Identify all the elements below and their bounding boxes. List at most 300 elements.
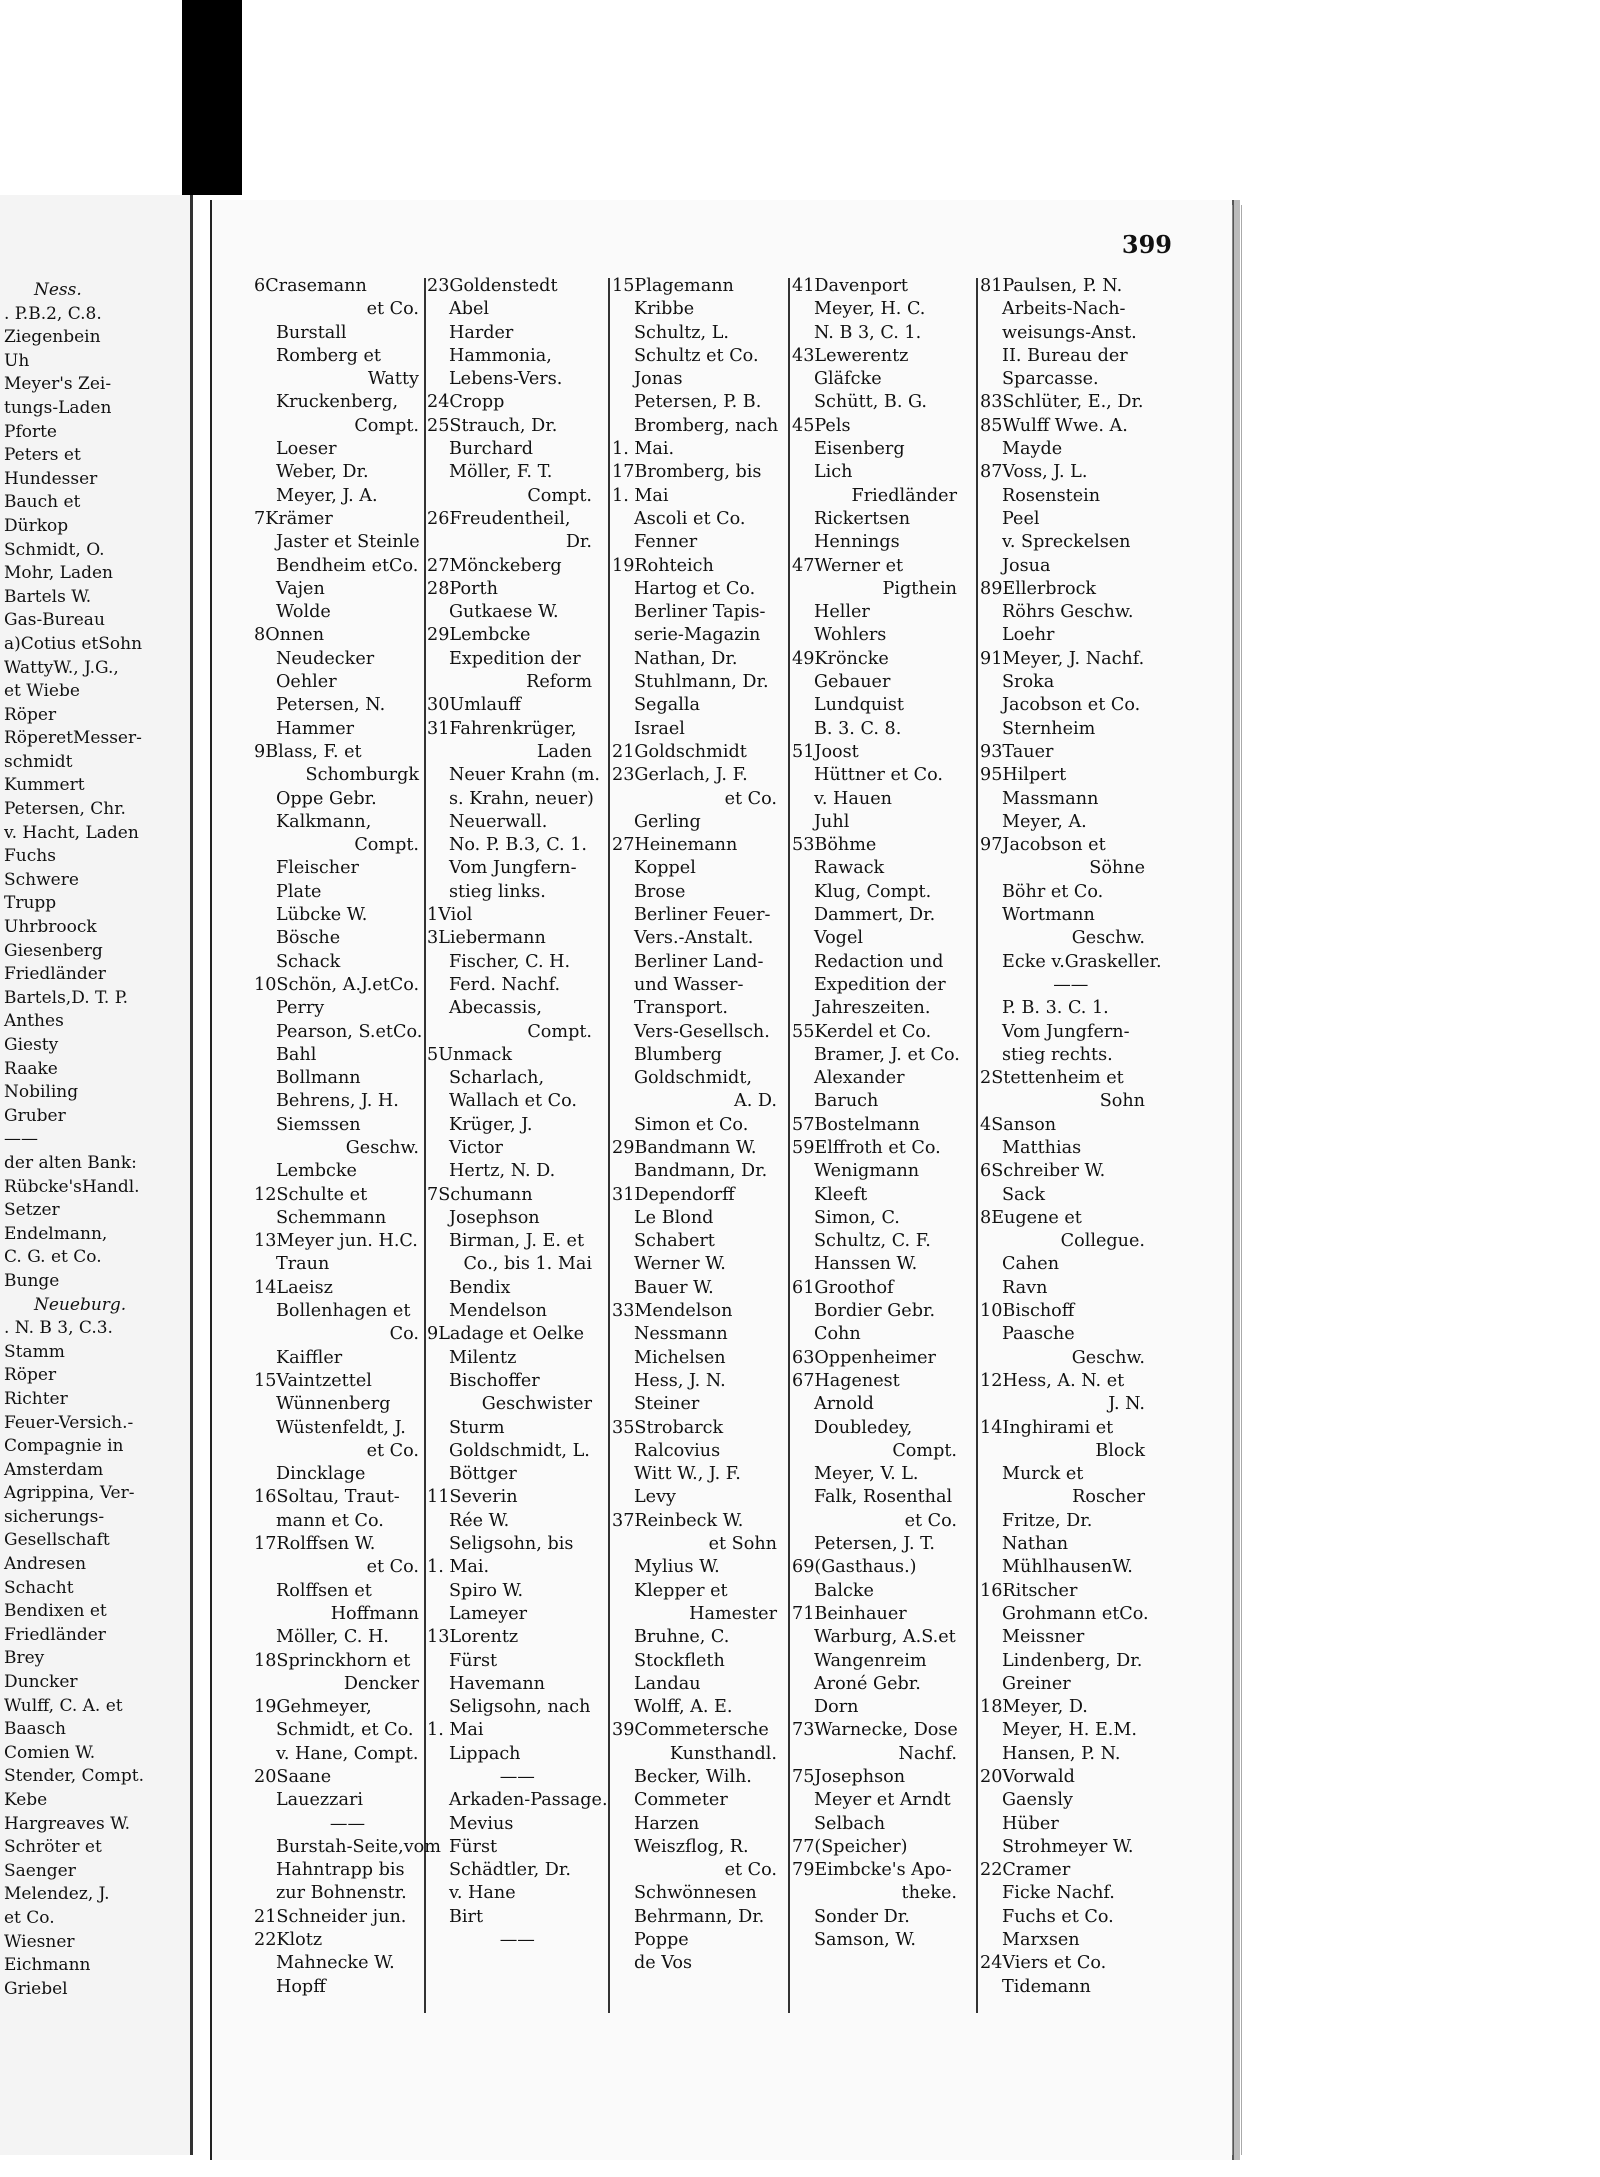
directory-entry: Behrens, J. H. [276,1091,399,1112]
directory-entry: 57Bostelmann [792,1114,920,1135]
directory-entry: 41Davenport [792,276,909,296]
directory-entry: Burchard [449,439,534,460]
directory-entry: Doubledey, [814,1417,913,1438]
directory-entry: Cohn [814,1324,861,1345]
directory-entry: Wolff, A. E. [634,1697,733,1718]
directory-entry: Bendheim etCo. [276,555,419,576]
directory-entry: Wolde [276,602,331,623]
directory-entry: 27Heinemann [612,835,738,856]
directory-entry: Vogel [814,928,863,949]
directory-entry: Peel [1002,508,1040,529]
directory-entry: Wohlers [814,625,887,646]
directory-entry: Neueburg. [34,1294,127,1315]
directory-entry: Co., bis 1. Mai [463,1254,592,1275]
directory-entry: Hoffmann [330,1603,419,1624]
directory-entry: 16Ritscher [980,1580,1078,1601]
directory-entry: et Co. [724,788,777,809]
directory-entry: Uhrbroock [4,917,97,938]
directory-entry: Massmann [1002,788,1099,809]
directory-entry: Richter [4,1388,68,1409]
directory-entry: Bollenhagen et [276,1301,411,1322]
directory-entry: 24Viers et Co. [980,1953,1107,1974]
directory-column-4 [792,275,960,1952]
directory-entry: Expedition der [814,974,946,995]
directory-entry: Schmidt, et Co. [276,1720,414,1741]
directory-entry: Fritze, Dr. [1002,1510,1093,1531]
directory-entry: Stender, Compt. [4,1766,144,1787]
directory-entry: 31Fahrenkrüger, [427,718,577,739]
left-page-column [4,279,144,2001]
directory-entry: Hundesser [4,468,98,489]
directory-entry: 1Viol [427,905,473,926]
directory-entry: Vom Jungfern- [1002,1021,1130,1042]
directory-entry: Pforte [4,421,57,442]
directory-entry: Saenger [4,1860,76,1881]
column-divider [976,278,978,2013]
directory-entry: Röper [4,704,57,725]
directory-entry: Ferd. Nachf. [449,974,561,995]
directory-entry: Giesty [4,1035,59,1055]
directory-entry: Roscher [1072,1487,1145,1508]
directory-entry: Aroné Gebr. [814,1673,921,1694]
directory-entry: 21Goldschmidt [612,741,747,762]
directory-entry: Block [1095,1440,1145,1461]
directory-entry: Romberg et [276,345,381,366]
directory-entry: Alexander [814,1068,905,1089]
directory-entry: 27Mönckeberg [427,555,562,576]
directory-entry: Meyer, J. A. [276,485,378,506]
directory-entry: 53Böhme [792,835,877,856]
directory-entry: Rübcke'sHandl. [4,1176,140,1197]
directory-entry: C. G. et Co. [4,1247,102,1268]
directory-entry: Schädtler, Dr. [449,1860,571,1881]
directory-entry: Setzer [4,1200,60,1221]
directory-entry: Stuhlmann, Dr. [634,672,769,693]
directory-entry: 25Strauch, Dr. [427,415,558,436]
directory-entry: et Co. [366,299,419,320]
directory-entry: Dencker [343,1673,419,1694]
directory-entry: 79Eimbcke's Apo- [792,1860,952,1881]
directory-entry: Loeser [276,439,337,460]
directory-entry: Compagnie in [4,1436,124,1457]
directory-entry: Kalkmann, [276,811,372,832]
directory-entry: Segalla [634,695,700,716]
directory-entry: Schultz, L. [634,322,729,343]
directory-entry: Gebauer [814,672,891,693]
directory-entry: Lembcke [276,1161,357,1182]
directory-entry: —— [4,1129,38,1150]
directory-entry: Havemann [449,1673,546,1694]
directory-entry: der alten Bank: [4,1152,137,1173]
directory-entry: Seligsohn, nach [449,1697,591,1718]
directory-entry: 33Mendelson [612,1301,733,1322]
directory-entry: schmidt [4,751,73,772]
directory-entry: Gläfcke [814,369,882,390]
directory-entry: Schmidt, O. [4,539,105,560]
directory-entry: 26Freudentheil, [427,508,571,529]
directory-entry: —— [1053,974,1089,995]
directory-entry: Lauezzari [276,1790,363,1811]
directory-entry: Abecassis, [449,998,543,1019]
page-number: 399 [1121,230,1172,259]
directory-entry: Andresen [4,1554,87,1575]
right-page [210,200,1234,2160]
directory-entry: 5Unmack [427,1044,513,1065]
directory-entry: Balcke [814,1580,874,1601]
directory-entry: Eisenberg [814,439,905,460]
directory-entry: Werner W. [634,1254,726,1275]
directory-entry: 19Rohteich [612,555,714,576]
directory-entry: Collegue. [1060,1231,1145,1252]
directory-entry: Ziegenbein [4,327,101,348]
directory-entry: Compt. [354,415,419,436]
directory-entry: Steiner [634,1394,700,1415]
directory-entry: Schultz et Co. [634,345,759,366]
directory-entry: 30Umlauff [427,695,521,716]
directory-entry: Transport. [634,998,728,1019]
directory-entry: Dammert, Dr. [814,905,936,926]
directory-entry: Oehler [276,672,337,693]
directory-entry: B. 3. C. 8. [814,718,902,739]
directory-entry: Möller, C. H. [276,1627,389,1648]
directory-entry: theke. [901,1883,957,1904]
directory-entry: Bartels W. [4,586,92,607]
directory-entry: Wallach et Co. [449,1091,577,1112]
directory-entry: Falk, Rosenthal [814,1487,953,1508]
page-edge [1232,205,1242,2155]
directory-entry: Blumberg [634,1044,722,1065]
directory-entry: Schabert [634,1231,715,1252]
directory-entry: Laden [536,741,592,762]
directory-entry: Hüttner et Co. [814,765,943,786]
directory-entry: Mylius W. [634,1557,720,1578]
directory-entry: Vers-Gesellsch. [634,1021,770,1042]
directory-entry: mann et Co. [276,1510,384,1531]
directory-entry: Birt [449,1906,484,1927]
directory-entry: Gerling [634,811,701,832]
directory-entry: Plate [276,881,322,902]
directory-entry: 12Schulte et [254,1184,368,1205]
directory-entry: Lindenberg, Dr. [1002,1650,1143,1671]
directory-entry: 15Plagemann [612,276,734,296]
directory-entry: 20Saane [254,1767,332,1787]
directory-entry: 23Goldenstedt [427,276,558,296]
directory-entry: 49Kröncke [792,648,889,669]
directory-entry: Bauer W. [634,1277,714,1298]
directory-entry: Hennings [814,532,900,553]
directory-entry: Hess, J. N. [634,1370,726,1391]
directory-entry: Expedition der [449,648,581,669]
directory-entry: —— [329,1813,366,1834]
directory-entry: tungs-Laden [4,397,112,418]
directory-entry: Harder [449,322,514,343]
directory-entry: Hansen, P. N. [1002,1743,1121,1764]
directory-entry: Meyer's Zei- [4,374,112,395]
directory-entry: Geschwister [481,1394,592,1415]
directory-entry: Uh [4,350,30,371]
directory-entry: Harzen [634,1813,700,1834]
directory-entry: Landau [634,1673,701,1694]
directory-entry: Bromberg, nach [634,415,779,436]
directory-entry: weisungs-Anst. [1002,322,1137,343]
directory-entry: Fuchs [4,846,56,867]
directory-entry: Comien W. [4,1742,96,1763]
directory-entry: 63Oppenheimer [792,1347,936,1368]
directory-entry: Rée W. [449,1510,510,1531]
directory-entry: Schröter et [4,1837,102,1858]
directory-entry: Traun [276,1254,330,1275]
directory-entry: Seligsohn, bis [449,1534,574,1555]
directory-entry: Brey [4,1648,45,1669]
directory-entry: Bahl [276,1044,317,1065]
directory-entry: Kleeft [814,1184,868,1205]
directory-entry: Josephson [449,1207,540,1228]
directory-entry: Israel [634,718,685,739]
directory-entry: Schultz, C. F. [814,1231,931,1252]
directory-entry: 9Blass, F. et [254,741,362,762]
directory-entry: 17Rolffsen W. [254,1534,376,1555]
directory-entry: Marxsen [1002,1930,1080,1951]
directory-entry: Kruckenberg, [276,392,399,413]
directory-entry: Baasch [4,1719,66,1740]
directory-entry: 23Gerlach, J. F. [612,765,748,786]
directory-entry: 69(Gasthaus.) [792,1557,917,1578]
directory-entry: Compt. [527,1021,592,1042]
directory-entry: Gutkaese W. [449,602,559,623]
directory-entry: Sohn [1099,1091,1145,1112]
directory-entry: Simon, C. [814,1207,900,1228]
directory-entry: Bartels,D. T. P. [4,987,129,1008]
directory-entry: Ravn [1002,1277,1048,1298]
directory-entry: Mohr, Laden [4,563,113,584]
directory-entry: Lundquist [814,695,904,716]
directory-entry: 67Hagenest [792,1370,900,1391]
directory-entry: Fuchs et Co. [1002,1906,1114,1927]
directory-entry: Dincklage [276,1464,366,1485]
directory-entry: Simon et Co. [634,1114,749,1135]
directory-entry: Kunsthandl. [669,1743,777,1764]
directory-entry: 61Groothof [792,1277,894,1298]
directory-entry: Sternheim [1002,718,1096,739]
directory-entry: Lameyer [449,1603,528,1624]
directory-entry: Goldschmidt, L. [449,1440,590,1461]
directory-entry: Neuer Krahn (m. [449,765,600,786]
directory-entry: Berliner Land- [634,951,764,972]
directory-entry: 75Josephson [792,1767,906,1787]
directory-entry: Heller [814,602,870,623]
directory-entry: 14Inghirami et [980,1417,1114,1438]
directory-entry: 7Krämer [254,508,333,529]
directory-entry: 20Vorwald [980,1767,1075,1787]
directory-entry: 91Meyer, J. Nachf. [980,648,1145,669]
directory-entry: N. B 3, C. 1. [814,322,922,343]
directory-entry: Milentz [449,1347,517,1368]
directory-entry: Kummert [4,775,85,796]
directory-entry: Ficke Nachf. [1002,1883,1115,1904]
directory-entry: Dorn [814,1697,859,1718]
directory-entry: Friedländer [4,964,106,985]
directory-entry: stieg rechts. [1002,1044,1113,1065]
directory-entry: Jahreszeiten. [814,998,931,1019]
directory-entry: 24Cropp [427,392,505,413]
directory-entry: Gas-Bureau [4,610,105,631]
directory-entry: Meissner [1002,1627,1085,1648]
directory-entry: Commeter [634,1790,728,1811]
directory-entry: II. Bureau der [1002,345,1128,366]
directory-entry: 31Dependorff [612,1184,735,1205]
directory-entry: Ecke v.Graskeller. [1002,951,1162,972]
directory-entry: Siemssen [276,1114,361,1135]
directory-entry: Bruhne, C. [634,1627,730,1648]
directory-entry: 28Porth [427,578,498,599]
directory-entry: 6Crasemann [254,276,367,296]
directory-entry: 14Laeisz [254,1277,333,1298]
directory-entry: 15Vaintzettel [254,1370,372,1391]
directory-entry: 85Wulff Wwe. A. [980,415,1128,436]
directory-entry: et Wiebe [4,681,80,702]
directory-entry: Röhrs Geschw. [1002,602,1134,623]
directory-entry: 22Cramer [980,1860,1071,1881]
directory-entry: Selbach [814,1813,886,1834]
directory-entry: 1. Mai. [427,1557,490,1578]
directory-entry: Berliner Tapis- [634,602,766,623]
directory-entry: Griebel [4,1978,68,1999]
directory-entry: Hammer [276,718,355,739]
directory-entry: Duncker [4,1672,78,1693]
directory-entry: A. D. [734,1091,777,1112]
directory-entry: Baruch [814,1091,879,1112]
directory-entry: Vajen [276,578,325,599]
directory-entry: Sack [1002,1184,1046,1205]
directory-entry: Friedländer [851,485,957,506]
directory-entry: Anthes [4,1011,64,1032]
directory-entry: stieg links. [449,881,546,902]
directory-entry: Rosenstein [1002,485,1101,506]
directory-entry: 4Sanson [980,1114,1057,1135]
directory-entry: Geschw. [1071,1347,1145,1368]
directory-entry: Kebe [4,1790,48,1810]
directory-entry: Spiro W. [449,1580,524,1601]
directory-entry: Nathan, Dr. [634,648,738,669]
directory-entry: Fleischer [276,858,359,879]
directory-entry: . N. B 3, C.3. [4,1318,113,1339]
directory-column-5 [980,275,1162,1999]
directory-entry: 8Eugene et [980,1207,1082,1228]
directory-entry: Klug, Compt. [814,881,932,902]
directory-entry: Lübcke W. [276,905,368,926]
directory-entry: Sparcasse. [1002,369,1099,390]
column-divider [788,278,790,2013]
directory-entry: Jacobson et Co. [1002,695,1141,716]
directory-entry: Behrmann, Dr. [634,1906,765,1927]
directory-entry: . P.B.2, C.8. [4,303,102,324]
directory-entry: Neuerwall. [449,811,548,832]
directory-entry: Wüstenfeldt, J. [276,1417,406,1438]
directory-entry: Watty [367,369,419,390]
directory-entry: Co. [389,1324,419,1345]
directory-entry: 29Lembcke [427,625,531,646]
directory-entry: Compt. [892,1440,957,1461]
directory-entry: Mahnecke W. [276,1953,395,1974]
directory-entry: Goldschmidt, [634,1068,752,1089]
directory-entry: Loehr [1002,625,1055,646]
directory-entry: 39Commetersche [612,1720,769,1741]
directory-entry: Arkaden-Passage. [449,1790,608,1811]
directory-entry: Lippach [449,1743,521,1764]
directory-entry: Berliner Feuer- [634,905,771,926]
directory-entry: Schack [276,951,341,972]
directory-entry: Schacht [4,1577,74,1598]
directory-entry: Trupp [4,893,57,914]
directory-entry: 73Warnecke, Dose [792,1720,958,1741]
directory-entry: Cahen [1002,1254,1060,1275]
directory-entry: Bramer, J. et Co. [814,1044,960,1065]
directory-entry: Petersen, P. B. [634,392,762,413]
directory-entry: 2Stettenheim et [980,1068,1124,1089]
directory-entry: Geschw. [1071,928,1145,949]
directory-entry: Josua [1002,555,1051,576]
directory-entry: Schütt, B. G. [814,392,928,413]
directory-column-2 [427,275,608,1952]
directory-entry: Arnold [814,1394,874,1415]
directory-entry: Petersen, J. T. [814,1534,935,1555]
directory-entry: Raake [4,1058,58,1079]
directory-entry: s. Krahn, neuer) [449,788,594,809]
directory-entry: Jaster et Steinle [276,532,420,553]
directory-entry: Meyer, H. C. [814,299,926,320]
directory-entry: Weiszflog, R. [634,1836,749,1857]
directory-entry: Grohmann etCo. [1002,1603,1149,1624]
directory-entry: et Co. [4,1907,55,1928]
directory-entry: 13Lorentz [427,1627,519,1648]
directory-entry: J. N. [1108,1394,1145,1415]
directory-entry: Wiesner [4,1931,75,1952]
directory-entry: 3Liebermann [427,928,546,949]
directory-entry: 45Pels [792,415,851,436]
directory-entry: 1. Mai [427,1720,484,1741]
directory-entry: Melendez, J. [4,1884,110,1905]
directory-entry: 9Ladage et Oelke [427,1324,584,1345]
directory-entry: 59Elffroth et Co. [792,1137,941,1158]
directory-column-3 [612,275,778,1976]
directory-entry: Röper [4,1365,57,1386]
directory-entry: WattyW., J.G., [4,657,119,678]
directory-entry: v. Hane [449,1883,516,1904]
directory-entry: 1. Mai. [612,439,675,460]
directory-entry: Oppe Gebr. [276,788,377,809]
directory-entry: Koppel [634,858,696,879]
directory-entry: Dürkop [4,515,69,536]
directory-entry: Hargreaves W. [4,1813,130,1834]
directory-entry: Gaensly [1002,1790,1073,1811]
directory-entry: et Co. [366,1557,419,1578]
directory-entry: 43Lewerentz [792,345,909,366]
directory-entry: No. P. B.3, C. 1. [449,835,588,856]
directory-entry: Söhne [1089,858,1145,879]
directory-entry: Petersen, Chr. [4,799,126,820]
directory-entry: 6Schreiber W. [980,1161,1106,1182]
directory-entry: Warburg, A.S.et [814,1627,956,1648]
directory-entry: Nathan [1002,1534,1069,1555]
directory-entry: Böhr et Co. [1002,881,1104,902]
directory-entry: Victor [449,1137,503,1158]
directory-entry: Ralcovius [634,1440,721,1461]
directory-entry: Compt. [354,835,419,856]
directory-entry: Hertz, N. D. [449,1161,556,1182]
directory-column-1 [254,275,441,1999]
directory-entry: Amsterdam [4,1459,104,1480]
directory-entry: Sonder Dr. [814,1906,910,1927]
